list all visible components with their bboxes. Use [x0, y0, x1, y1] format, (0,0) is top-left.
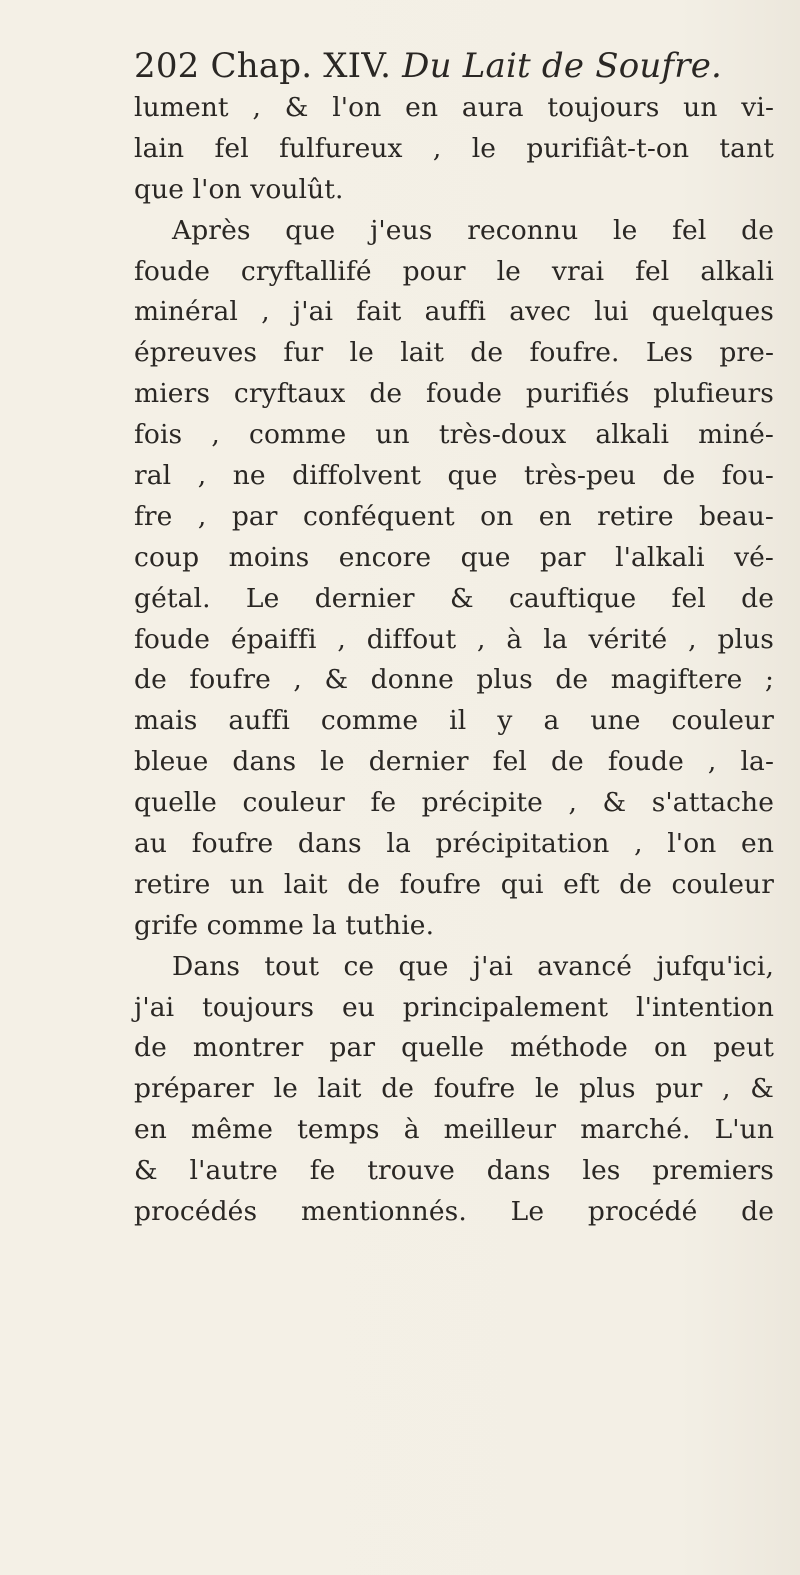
text-line: lument , & l'on en aura toujours un vi- — [134, 92, 774, 123]
text-line: en même temps à meilleur marché. L'un — [134, 1114, 774, 1146]
text-line: j'ai toujours eu principalement l'intention — [134, 991, 774, 1023]
running-head — [134, 44, 774, 88]
text-line: épreuves fur le lait de foufre. Les pre- — [134, 337, 774, 369]
text-line: procédés mentionnés. Le procédé de — [134, 1196, 774, 1228]
text-line: miers cryftaux de foude purifiés plufieurs — [134, 378, 774, 410]
text-line: lain fel fulfureux , le purifiât-t-on tant — [134, 132, 774, 164]
text-line: gétal. Le dernier & cauftique fel de — [134, 582, 774, 614]
text-line: fre , par conféquent on en retire beau- — [134, 500, 774, 532]
text-line: & l'autre fe trouve dans les premiers — [134, 1155, 774, 1187]
text-line: foude épaiffi , diffout , à la vérité , plus — [134, 623, 774, 655]
section-title: Du Lait de Soufre. — [402, 46, 723, 86]
text-line: retire un lait de foufre qui eft de couleur — [134, 868, 774, 900]
text-line: bleue dans le dernier fel de foude , la- — [134, 746, 774, 778]
text-line: Dans tout ce que j'ai avancé jufqu'ici, — [172, 950, 774, 982]
text-line: préparer le lait de foufre le plus pur , & — [134, 1073, 774, 1105]
page-number: 202 — [134, 46, 200, 86]
text-line: coup moins encore que par l'alkali vé- — [134, 541, 774, 573]
text-line: au foufre dans la précipitation , l'on en — [134, 828, 774, 860]
text-line: fois , comme un très-doux alkali miné- — [134, 419, 774, 451]
text-line: minéral , j'ai fait auffi avec lui quelques — [134, 296, 774, 328]
text-line: que l'on voulût. — [134, 173, 344, 205]
text-line: foude cryftallifé pour le vrai fel alkali — [134, 255, 774, 287]
text-line: mais auffi comme il y a une couleur — [134, 705, 774, 737]
text-line: grife comme la tuthie. — [134, 909, 435, 941]
text-line: de foufre , & donne plus de magiftere ; — [134, 664, 774, 696]
text-line: de montrer par quelle méthode on peut — [134, 1032, 774, 1064]
text-line: ral , ne diffolvent que très-peu de fou- — [134, 460, 774, 492]
text-line: quelle couleur fe précipite , & s'attache — [134, 787, 774, 819]
text-line: Après que j'eus reconnu le fel de — [172, 214, 774, 246]
chapter-heading: Chap. XIV. — [210, 46, 392, 86]
text-block — [134, 44, 774, 1233]
